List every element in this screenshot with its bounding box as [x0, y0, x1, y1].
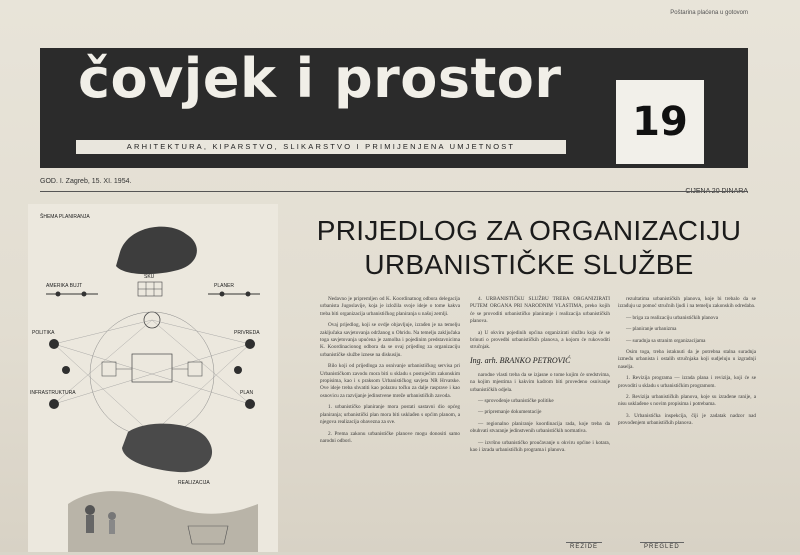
masthead-title: čovjek i prostor [78, 47, 562, 110]
article-author: Ing. arh. BRANKO PETROVIĆ [470, 355, 571, 365]
paragraph: 4. URBANISTIČKU SLUŽBU TREBA ORGANIZIRATI PUTEM ORGANA PRI NARODNIM VLASTIMA, preko kojih će se provoditi urbanističko planiranje i realizacija urbanističkih planova. [470, 296, 610, 325]
paragraph: — sprovođenje urbanističke politike [478, 398, 554, 405]
node-right-mid [245, 339, 255, 349]
dateline: GOD. I. Zagreb, 15. XI. 1954. [40, 178, 132, 185]
label-right-low: PLAN [240, 390, 254, 396]
label-right-upper: PLANER [214, 283, 235, 289]
article-headline [296, 214, 762, 282]
paragraph: — suradnja sa stranim organizacijama [626, 337, 706, 344]
node-left-low [49, 399, 59, 409]
planning-diagram [28, 204, 278, 552]
paragraph: 3. Urbanistička inspekcija, čiji je zadatak nadzor nad provođenjem urbanističkih planova. [618, 412, 756, 427]
paragraph: Osim toga, treba istaknuti da je potrebna stalna suradnja između urbanista i ostalih stručnjaka koji sudjeluju u izgradnji naselja. [618, 349, 756, 370]
diagram-title: ŠHEMA PLANIRANJA [40, 214, 90, 220]
figure-head [85, 505, 95, 515]
paragraph: narodne vlasti treba da se izjasne o tome kojim će sredstvima, na kojim mjestima i kakvim kadrom biti provedeno osnivanje urbanističkih odjela. [470, 371, 610, 393]
label-left-upper: AMERIKA BUJT [46, 283, 83, 289]
issue-number: 19 [616, 80, 704, 164]
headline-line-2: URBANISTIČKE SLUŽBE [364, 249, 694, 280]
paragraph: Ovaj prijedlog, koji se ovdje objavljuje, izrađen je na temelju zaključaka savjetovanja održanog u Ohridu. Na temelju zaključaka toga savjetovanja upućena je zamolba i pojedinim predstavnicima K. Koordinacionog odbora da se ovaj prijedlog za organizaciju urbanističke službe iznese na diskusiju. [320, 322, 460, 358]
planning-diagram-illustration [28, 204, 278, 552]
paragraph: — planiranje urbanizma [626, 326, 677, 333]
figure-body [86, 515, 94, 533]
article-column-3 [618, 296, 756, 432]
paragraph: rezultatima urbanističkih planova, koje bi trebalo da se izrađuju uz pomoć stručnih ljudi i na temelju zakonskih odredaba. [618, 296, 756, 310]
paragraph: Bilo koji od prijedloga za osnivanje urbanističkog servisa pri Urbanističkom zavodu mora biti u skladu s postojećim zakonskim propisima, kao i s praksom Urbanističkog savjeta NR Hrvatske. Ove ideje treba shvatiti kao polaznu točku za dalje rasprave i kao osnovicu za razvijanje jedinstvene mreže urbanističkih zavoda. [320, 363, 460, 399]
diagram-center-label: SKU [144, 274, 155, 280]
footer-tag-2: PREGLED [640, 542, 684, 555]
paragraph: 1. Revizija programa — izrada plana i revizija, koji će se provoditi u skladu s urbanističkim programom. [618, 375, 756, 389]
headline-line-1: PRIJEDLOG ZA ORGANIZACIJU [316, 215, 742, 246]
header-rule [40, 191, 748, 192]
paragraph: — pripremanje dokumentacije [478, 409, 542, 416]
paragraph: 2. Revizija urbanističkih planova, koje su izrađene ranije, a nisu usklađene s novim propisima i potrebama. [618, 394, 756, 408]
paragraph: a) U okviru pojedinih općina organizirati službu koja će se brinuti o provedbi urbanističkih planova, a kojom će rukovoditi stručnjak. [470, 329, 610, 351]
label-right-mid: PRIVREDA [234, 330, 260, 336]
paragraph: — briga za realizaciju urbanističkih planova [626, 314, 719, 321]
paragraph: — regionalno planiranje koordinacija rada, koje treba da obuhvati stvaranje jedinstvenih urbanističkih normativa. [470, 420, 610, 435]
paragraph: 2. Prema zakonu urbanističke planove mogu donositi samo narodni odbori. [320, 430, 460, 444]
article-column-2 [470, 296, 610, 459]
node-left-mid [49, 339, 59, 349]
paragraph: — izvršno urbanističko proučavanje u okviru općine i kotara, kao i izrada urbanističkih programa i planova. [470, 439, 610, 454]
footer-tag-1: REZIDE [566, 542, 602, 555]
label-left-mid: POLITIKA [32, 330, 55, 336]
label-bottom: REALIZACIJA [178, 480, 210, 486]
label-left-low: INFRASTRUKTURA [30, 390, 76, 396]
masthead-subtitle: ARHITEKTURA, KIPARSTVO, SLIKARSTVO I PRIMIJENJENA UMJETNOST [76, 140, 566, 154]
paragraph: 1. urbanističko planiranje mora postati sastavni dio općeg planiranja; urbanistički plan mora biti usklađen s općim planom, a njegova realizacija obavezna za sve. [320, 404, 460, 426]
paragraph: Nedavno je pripremljen od K. Koordinatnog odbora delegacija urbanista Jugoslavije, koja je izložila svoje ideje o tome kakva treba biti organizacija urbanističkog planiranja u našoj zemlji. [320, 296, 460, 317]
node-right-low [245, 399, 255, 409]
postage-note: Poštarina plaćena u gotovom [670, 10, 748, 16]
article-column-1 [320, 296, 460, 449]
